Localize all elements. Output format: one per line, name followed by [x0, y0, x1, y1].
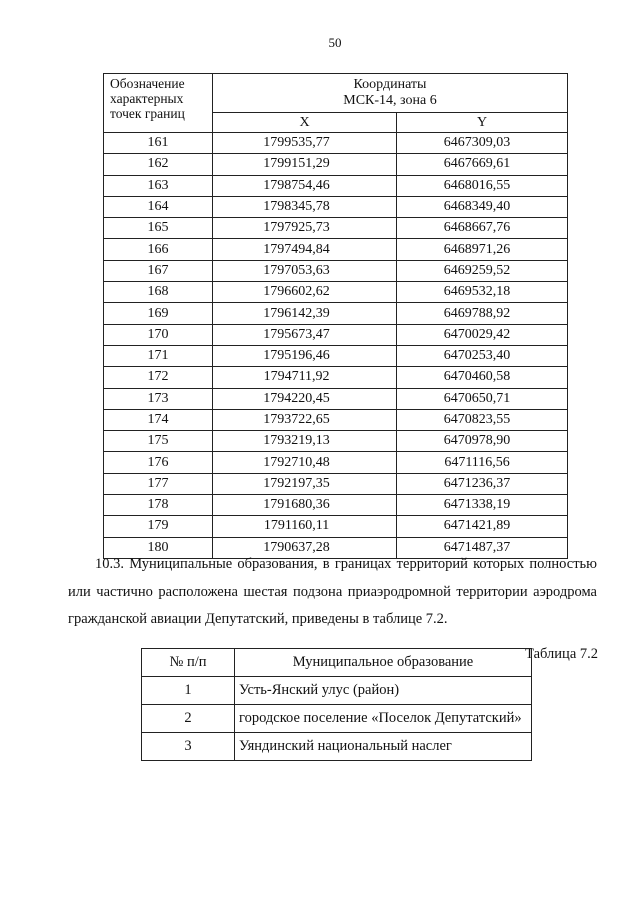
x-coordinate-cell: 1797925,73 [213, 218, 397, 239]
x-coordinate-cell: 1790637,28 [213, 537, 397, 558]
x-coordinate-cell: 1793722,65 [213, 409, 397, 430]
y-coordinate-cell: 6470650,71 [397, 388, 568, 409]
point-id-cell: 165 [104, 218, 213, 239]
group-title-line: МСК-14, зона 6 [343, 93, 437, 108]
y-coordinate-cell: 6468971,26 [397, 239, 568, 260]
header-label-line: Обозначение [110, 76, 185, 91]
y-coordinate-cell: 6470978,90 [397, 431, 568, 452]
header-label-line: точек границ [110, 106, 185, 121]
x-coordinate-cell: 1795673,47 [213, 324, 397, 345]
point-id-cell: 179 [104, 516, 213, 537]
x-coordinate-cell: 1798345,78 [213, 196, 397, 217]
x-coordinate-cell: 1792710,48 [213, 452, 397, 473]
paragraph-text: 10.3. Муниципальные образования, в границах территорий которых полностью или частично расположена шестая подзона приаэродромной территории аэродрома гражданской авиации Депутатский, приведены в таблице 7.2. [68, 556, 597, 628]
table-row [104, 367, 568, 388]
x-coordinate-cell: 1796142,39 [213, 303, 397, 324]
point-id-cell: 162 [104, 154, 213, 175]
x-coordinate-cell: 1794711,92 [213, 367, 397, 388]
municipality-name-cell: Усть-Янский улус (район) [235, 677, 532, 705]
table-row [104, 495, 568, 516]
municipalities-table [141, 648, 532, 761]
row-number-cell: 2 [142, 705, 235, 733]
table-row [104, 409, 568, 430]
municipality-name-cell: Уяндинский национальный наслег [235, 733, 532, 761]
x-coordinate-cell: 1791160,11 [213, 516, 397, 537]
table-row [104, 133, 568, 154]
municipality-name-cell: городское поселение «Поселок Депутатский» [235, 705, 532, 733]
coordinates-group-header [213, 74, 568, 113]
row-number-cell: 3 [142, 733, 235, 761]
x-coordinate-cell: 1799151,29 [213, 154, 397, 175]
table-row [142, 705, 532, 733]
x-coordinate-cell: 1798754,46 [213, 175, 397, 196]
column-header-x: X [213, 113, 397, 133]
point-id-cell: 173 [104, 388, 213, 409]
point-id-cell: 170 [104, 324, 213, 345]
table-row [104, 516, 568, 537]
row-number-cell: 1 [142, 677, 235, 705]
y-coordinate-cell: 6468667,76 [397, 218, 568, 239]
x-coordinate-cell: 1797494,84 [213, 239, 397, 260]
table-row [104, 303, 568, 324]
boundary-points-header [104, 74, 213, 133]
x-coordinate-cell: 1793219,13 [213, 431, 397, 452]
y-coordinate-cell: 6467309,03 [397, 133, 568, 154]
y-coordinate-cell: 6469532,18 [397, 282, 568, 303]
table-row [104, 282, 568, 303]
table-caption: Таблица 7.2 [525, 646, 598, 662]
coordinates-table-body [104, 133, 568, 559]
y-coordinate-cell: 6468016,55 [397, 175, 568, 196]
point-id-cell: 177 [104, 473, 213, 494]
point-id-cell: 161 [104, 133, 213, 154]
point-id-cell: 178 [104, 495, 213, 516]
table-row [104, 154, 568, 175]
y-coordinate-cell: 6471487,37 [397, 537, 568, 558]
point-id-cell: 171 [104, 345, 213, 366]
table-row [104, 175, 568, 196]
y-coordinate-cell: 6469788,92 [397, 303, 568, 324]
header-label-line: характерных [110, 91, 184, 106]
table-row [104, 324, 568, 345]
page-number: 50 [328, 35, 342, 50]
point-id-cell: 164 [104, 196, 213, 217]
group-title-line: Координаты [353, 77, 427, 92]
y-coordinate-cell: 6471236,37 [397, 473, 568, 494]
x-coordinate-cell: 1792197,35 [213, 473, 397, 494]
point-id-cell: 176 [104, 452, 213, 473]
table-row [104, 388, 568, 409]
municipalities-table-body [142, 677, 532, 761]
x-coordinate-cell: 1795196,46 [213, 345, 397, 366]
y-coordinate-cell: 6467669,61 [397, 154, 568, 175]
x-coordinate-cell: 1797053,63 [213, 260, 397, 281]
y-coordinate-cell: 6471116,56 [397, 452, 568, 473]
point-id-cell: 163 [104, 175, 213, 196]
point-id-cell: 169 [104, 303, 213, 324]
y-coordinate-cell: 6468349,40 [397, 196, 568, 217]
y-coordinate-cell: 6470460,58 [397, 367, 568, 388]
x-coordinate-cell: 1791680,36 [213, 495, 397, 516]
table-row [104, 239, 568, 260]
table-row [104, 260, 568, 281]
table-row [104, 452, 568, 473]
column-header-municipality: Муниципальное образование [235, 649, 532, 677]
table-row [104, 218, 568, 239]
x-coordinate-cell: 1799535,77 [213, 133, 397, 154]
x-coordinate-cell: 1796602,62 [213, 282, 397, 303]
point-id-cell: 180 [104, 537, 213, 558]
column-header-number: № п/п [142, 649, 235, 677]
table-row [104, 431, 568, 452]
y-coordinate-cell: 6469259,52 [397, 260, 568, 281]
column-header-y: Y [397, 113, 568, 133]
table-row [142, 677, 532, 705]
coordinates-table [103, 73, 568, 559]
y-coordinate-cell: 6470253,40 [397, 345, 568, 366]
point-id-cell: 172 [104, 367, 213, 388]
point-id-cell: 168 [104, 282, 213, 303]
y-coordinate-cell: 6470029,42 [397, 324, 568, 345]
point-id-cell: 175 [104, 431, 213, 452]
table-row [104, 196, 568, 217]
x-coordinate-cell: 1794220,45 [213, 388, 397, 409]
y-coordinate-cell: 6470823,55 [397, 409, 568, 430]
point-id-cell: 166 [104, 239, 213, 260]
table-row [142, 733, 532, 761]
table-row [104, 473, 568, 494]
point-id-cell: 174 [104, 409, 213, 430]
y-coordinate-cell: 6471338,19 [397, 495, 568, 516]
point-id-cell: 167 [104, 260, 213, 281]
table-row [104, 345, 568, 366]
paragraph-10-3 [68, 551, 597, 634]
y-coordinate-cell: 6471421,89 [397, 516, 568, 537]
